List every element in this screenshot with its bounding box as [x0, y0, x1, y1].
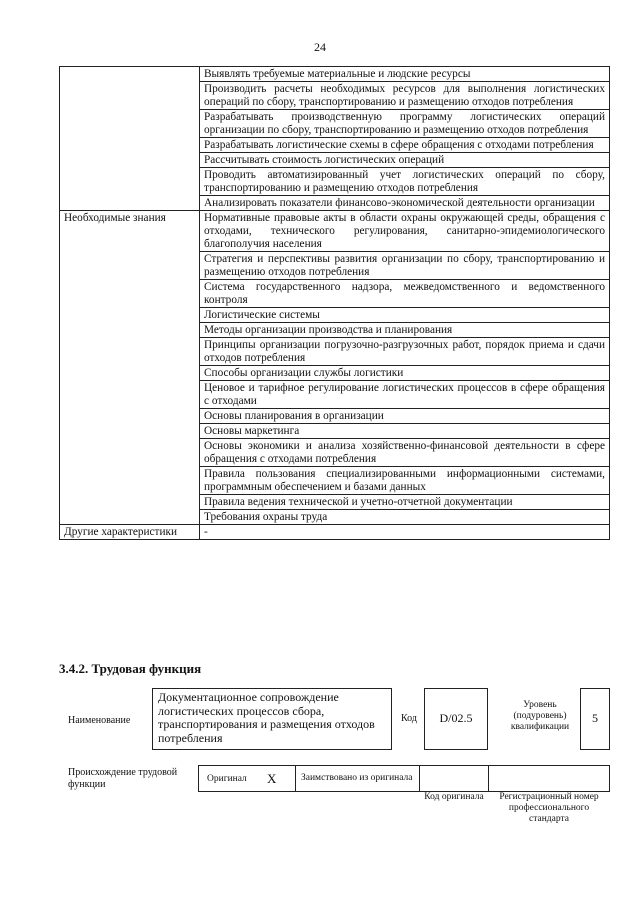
- reg-number-caption: Регистрационный номер профессионального стандарта: [499, 792, 599, 824]
- code-box: [424, 688, 488, 750]
- table-item: Правила ведения технической и учетно-отчетной документации: [200, 495, 610, 510]
- origin-label: Происхождение трудовой функции: [68, 767, 178, 790]
- table-item: Методы организации производства и планирования: [200, 323, 610, 338]
- table-item: Разрабатывать логистические схемы в сфере обращения с отходами потребления: [200, 138, 610, 153]
- original-mark: X: [267, 771, 277, 786]
- table-item: Логистические системы: [200, 308, 610, 323]
- code-original-caption: Код оригинала: [424, 792, 484, 802]
- table-item: -: [200, 525, 610, 540]
- section-heading: 3.4.2. Трудовая функция: [59, 661, 202, 676]
- table-item: Требования охраны труда: [200, 510, 610, 525]
- code-value: D/02.5: [439, 711, 473, 725]
- borrowed-label: Заимствовано из оригинала: [301, 773, 413, 783]
- table-item: Разрабатывать производственную программу логистических операций организации по сбору, транспортированию и размещению отходов потребления: [200, 110, 610, 138]
- code-original-cell: [419, 765, 489, 792]
- level-value: 5: [592, 711, 598, 725]
- table-item: Ценовое и тарифное регулирование логистических процессов в сфере обращения с отходами: [200, 381, 610, 409]
- table-item: Основы экономики и анализа хозяйственно-финансовой деятельности в сфере обращения с отходами потребления: [200, 439, 610, 467]
- table-item: Производить расчеты необходимых ресурсов для выполнения логистических операций по сбору, транспортированию и размещению отходов потребления: [200, 82, 610, 110]
- table-row: [60, 67, 610, 82]
- table-row: [60, 211, 610, 252]
- table-item: Выявлять требуемые материальные и людские ресурсы: [200, 67, 610, 82]
- group-label: [60, 67, 200, 211]
- code-label: Код: [401, 713, 417, 724]
- level-label: Уровень (подуровень) квалификации: [510, 700, 570, 732]
- table-item: Основы планирования в организации: [200, 409, 610, 424]
- function-name-value: Документационное сопровождение логистических процессов сбора, транспортирования и размещения отходов потребления: [158, 690, 375, 745]
- page-number: 24: [314, 40, 326, 54]
- competency-table: [59, 66, 610, 540]
- function-name-box: [152, 688, 392, 750]
- reg-number-cell: [488, 765, 610, 792]
- group-label: Необходимые знания: [60, 211, 200, 525]
- borrowed-cell: [295, 765, 420, 792]
- level-box: [580, 688, 610, 750]
- table-item: Основы маркетинга: [200, 424, 610, 439]
- table-item: Стратегия и перспективы развития организации по сбору, транспортированию и размещению отходов потребления: [200, 252, 610, 280]
- group-label: Другие характеристики: [60, 525, 200, 540]
- original-label: Оригинал: [207, 774, 247, 784]
- original-cell: [198, 765, 296, 792]
- table-item: Способы организации службы логистики: [200, 366, 610, 381]
- table-item: Система государственного надзора, межведомственного и ведомственного контроля: [200, 280, 610, 308]
- table-row: [60, 525, 610, 540]
- table-item: Принципы организации погрузочно-разгрузочных работ, порядок приема и сдачи отходов потребления: [200, 338, 610, 366]
- table-item: Рассчитывать стоимость логистических операций: [200, 153, 610, 168]
- table-item: Анализировать показатели финансово-экономической деятельности организации: [200, 196, 610, 211]
- name-label: Наименование: [68, 715, 131, 726]
- table-item: Проводить автоматизированный учет логистических операций по сбору, транспортированию и размещению отходов потребления: [200, 168, 610, 196]
- table-item: Правила пользования специализированными информационными системами, программным обеспечением и базами данных: [200, 467, 610, 495]
- table-item: Нормативные правовые акты в области охраны окружающей среды, обращения с отходами, технического регулирования, санитарно-эпидемиологического благополучия населения: [200, 211, 610, 252]
